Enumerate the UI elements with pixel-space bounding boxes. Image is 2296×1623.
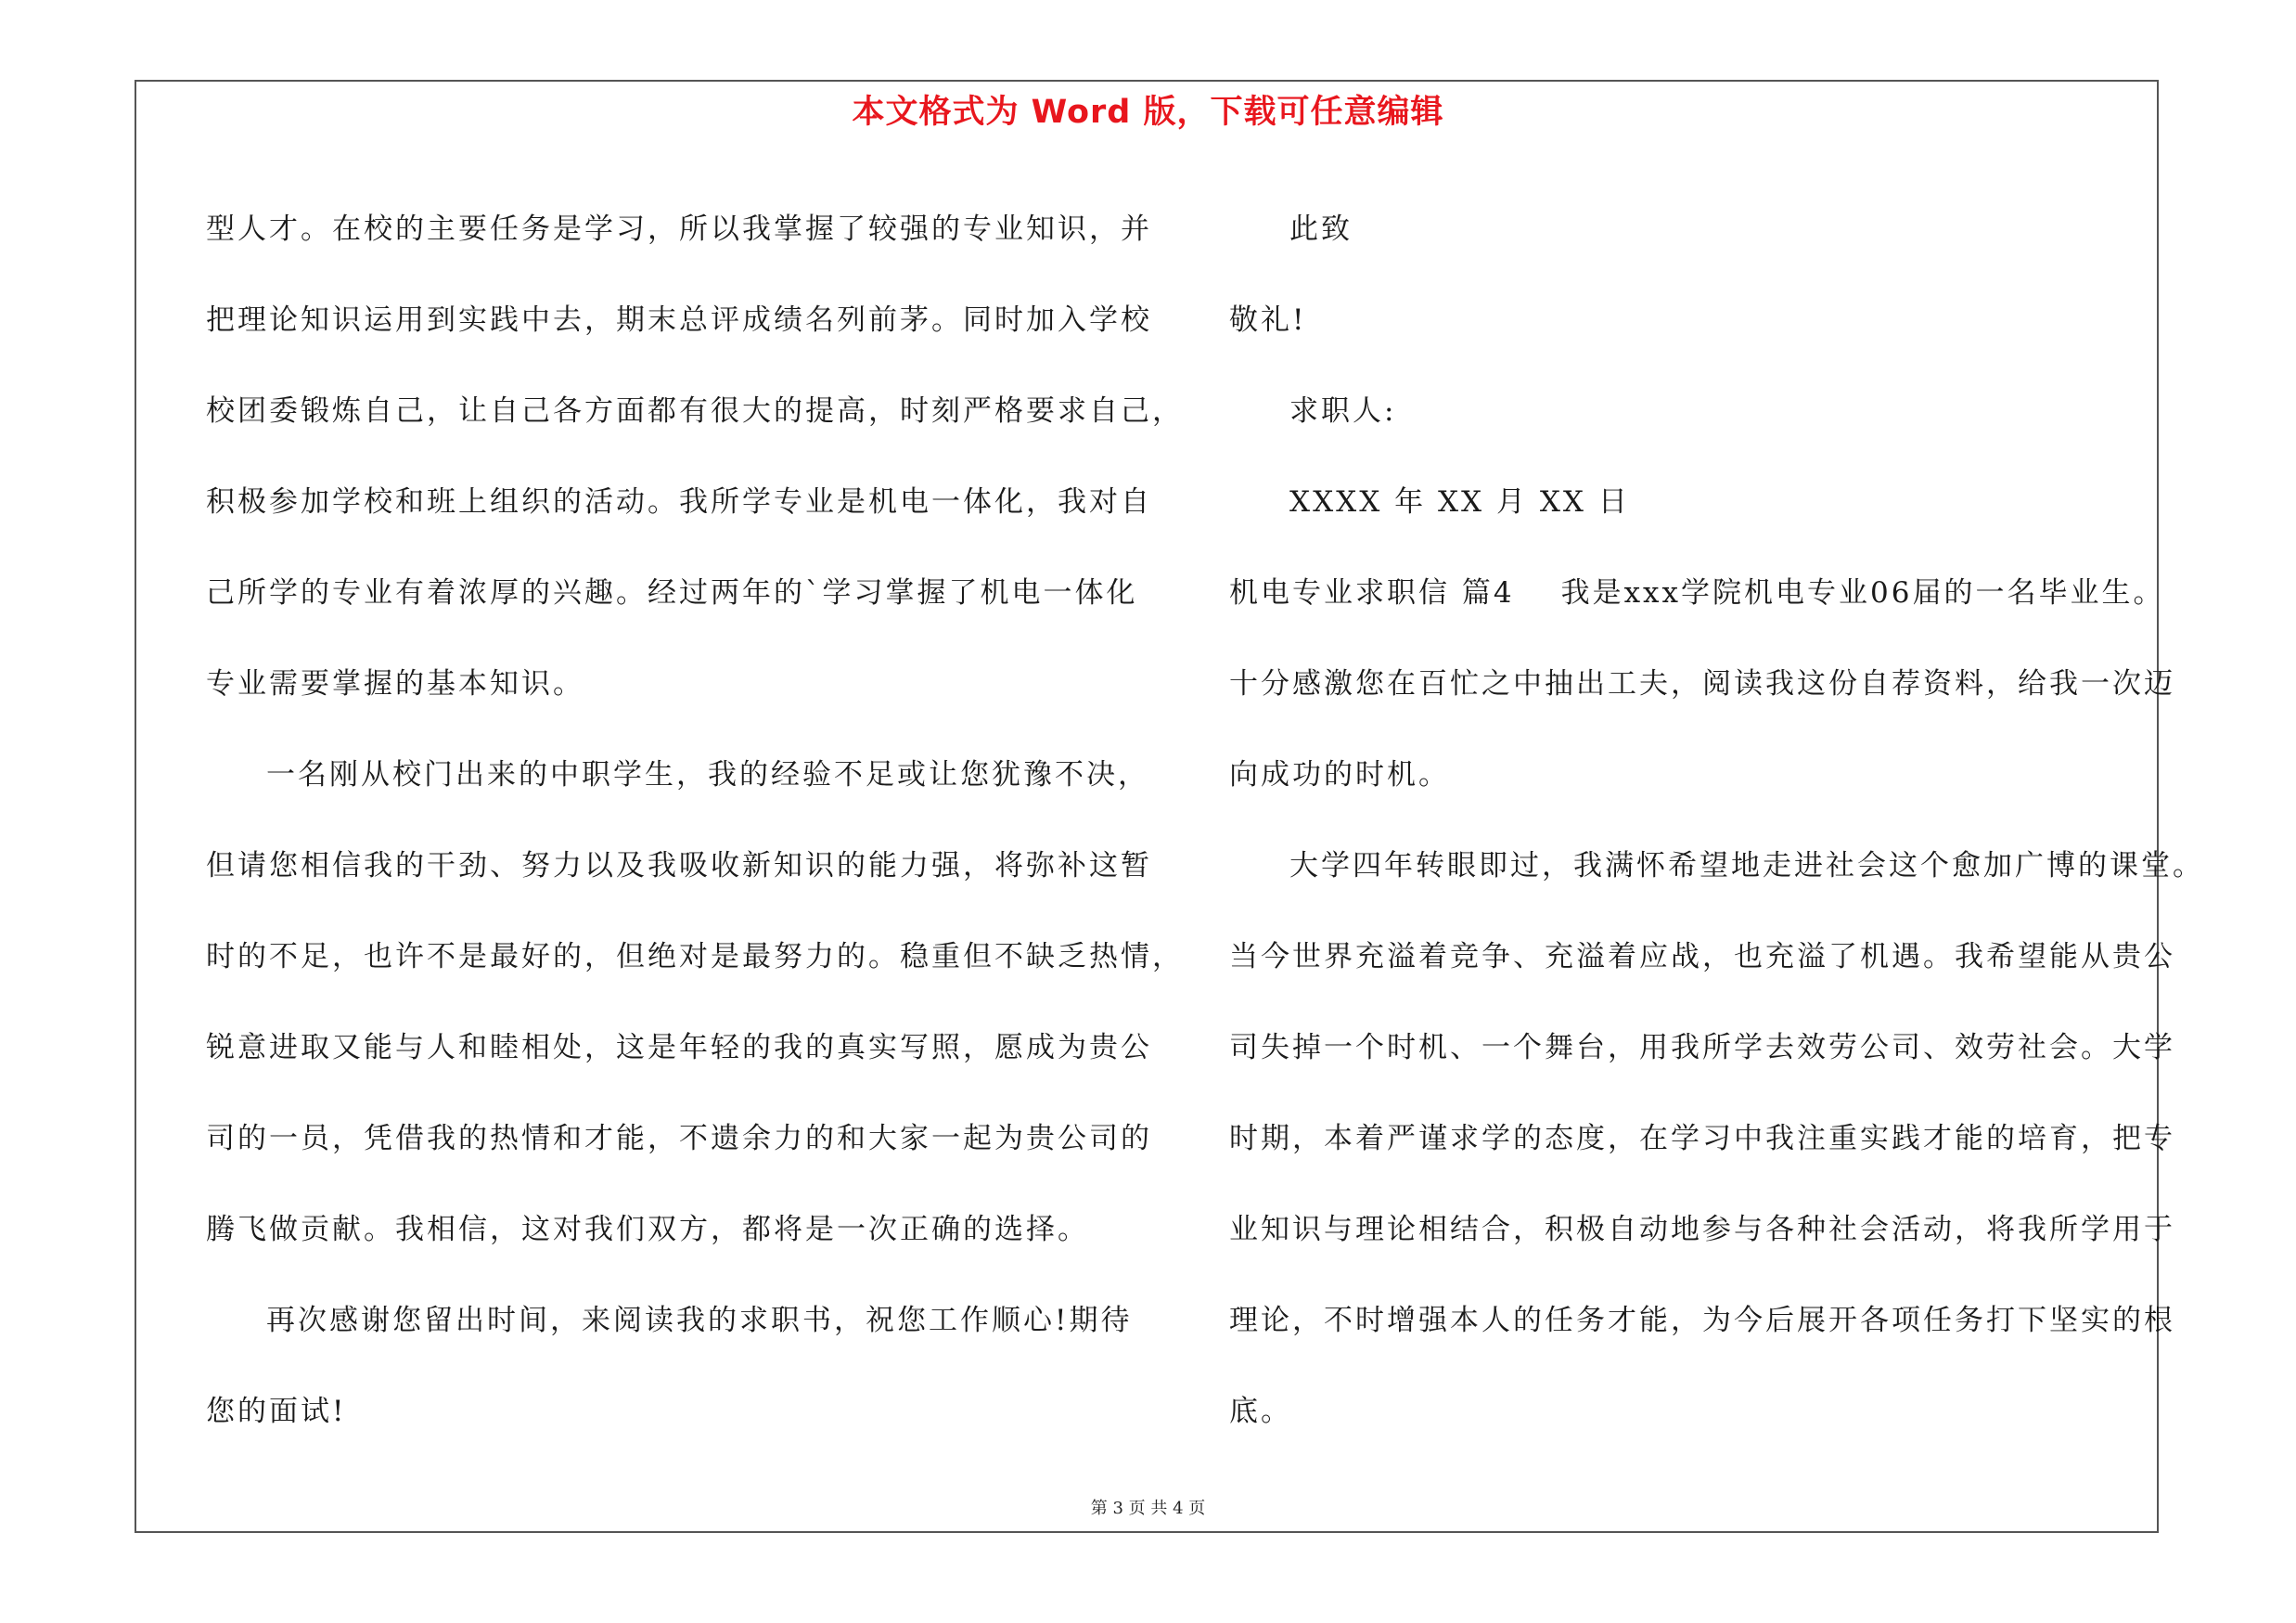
letter-date: XXXX 年 XX 月 XX 日 <box>1289 485 1630 519</box>
word-format-banner: 本文格式为 Word 版，下载可任意编辑 <box>852 94 1444 131</box>
text-line: 腾飞做贡献。我相信，这对我们双方，都将是一次正确的选择。 <box>206 1213 1089 1246</box>
text-line: 己所学的专业有着浓厚的兴趣。经过两年的`学习掌握了机电一体化 <box>206 576 1138 610</box>
page-number: 第 3 页 共 4 页 <box>1090 1499 1206 1518</box>
text-line: 向成功的时机。 <box>1229 758 1450 792</box>
text-line: 当今世界充溢着竞争、充溢着应战，也充溢了机遇。我希望能从贵公 <box>1229 940 2175 973</box>
text-line: 大学四年转眼即过，我满怀希望地走进社会这个愈加广博的课堂。 <box>1289 849 2204 882</box>
text-line: 一名刚从校门出来的中职学生，我的经验不足或让您犹豫不决， <box>266 758 1149 792</box>
text-line: 时的不足，也许不是最好的，但绝对是最努力的。稳重但不缺乏热情， <box>206 940 1184 973</box>
right-column <box>1229 184 2204 1457</box>
text-line: 再次感谢您留出时间，来阅读我的求职书，祝您工作顺心!期待 <box>266 1304 1133 1337</box>
section-line <box>1229 547 2165 638</box>
text-line: 业知识与理论相结合，积极自动地参与各种社会活动，将我所学用于 <box>1229 1213 2175 1246</box>
section-title: 机电专业求职信 篇4 <box>1229 576 1515 610</box>
left-column <box>206 184 1184 1457</box>
text-line: 把理论知识运用到实践中去，期末总评成绩名列前茅。同时加入学校 <box>206 303 1152 337</box>
text-line: 司的一员，凭借我的热情和才能，不遗余力的和大家一起为贵公司的 <box>206 1122 1152 1155</box>
closing-regards: 敬礼! <box>1229 303 1307 337</box>
text-line: 您的面试! <box>206 1395 347 1428</box>
closing-salutation: 此致 <box>1289 213 1353 246</box>
text-line: 型人才。在校的主要任务是学习，所以我掌握了较强的专业知识，并 <box>206 213 1152 246</box>
signature-label: 求职人: <box>1289 394 1397 428</box>
text-line: 校团委锻炼自己，让自己各方面都有很大的提高，时刻严格要求自己， <box>206 394 1184 428</box>
text-line: 司失掉一个时机、一个舞台，用我所学去效劳公司、效劳社会。大学 <box>1229 1031 2175 1064</box>
text-line: 积极参加学校和班上组织的活动。我所学专业是机电一体化，我对自 <box>206 485 1152 519</box>
text-line: 锐意进取又能与人和睦相处，这是年轻的我的真实写照，愿成为贵公 <box>206 1031 1152 1064</box>
text-line: 时期，本着严谨求学的态度，在学习中我注重实践才能的培育，把专 <box>1229 1122 2175 1155</box>
text-line: 底。 <box>1229 1395 1292 1428</box>
text-line: 十分感激您在百忙之中抽出工夫，阅读我这份自荐资料，给我一次迈 <box>1229 667 2175 701</box>
text-line: 理论，不时增强本人的任务才能，为今后展开各项任务打下坚实的根 <box>1229 1304 2175 1337</box>
text-line: 专业需要掌握的基本知识。 <box>206 667 584 701</box>
text-line: 我是xxx学院机电专业06届的一名毕业生。 <box>1560 576 2165 610</box>
text-line: 但请您相信我的干劲、努力以及我吸收新知识的能力强，将弥补这暂 <box>206 849 1152 882</box>
